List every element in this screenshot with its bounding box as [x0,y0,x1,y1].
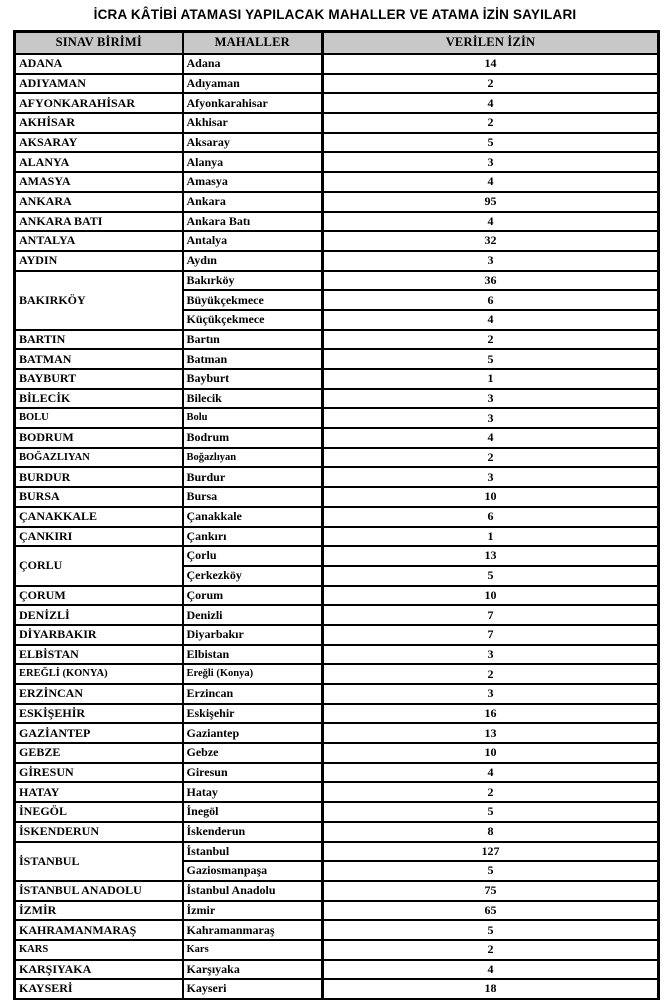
exam-unit-cell: BİLECİK [15,389,183,409]
table-row [15,192,659,212]
place-cell: Antalya [183,231,323,251]
exam-unit-cell: BAYBURT [15,369,183,389]
assignment-permits-table [13,30,660,1000]
permit-count-cell: 13 [323,723,659,743]
exam-unit-cell: KARS [15,940,183,960]
table-row [15,487,659,507]
place-cell: Karşıyaka [183,960,323,980]
exam-unit-cell: ADIYAMAN [15,74,183,94]
table-row [15,605,659,625]
table-row [15,527,659,547]
table-header-row [15,32,659,55]
place-cell: Büyükçekmece [183,290,323,310]
exam-unit-cell: BOLU [15,408,183,428]
permit-count-cell: 3 [323,408,659,428]
exam-unit-cell: KAYSERİ [15,979,183,999]
permit-count-cell: 3 [323,467,659,487]
permit-count-cell: 7 [323,605,659,625]
exam-unit-cell: ANKARA BATI [15,212,183,232]
table-row [15,664,659,684]
place-cell: Afyonkarahisar [183,93,323,113]
exam-unit-cell: İNEGÖL [15,802,183,822]
table-row [15,74,659,94]
place-cell: Çorum [183,586,323,606]
place-cell: Kars [183,940,323,960]
permit-count-cell: 10 [323,586,659,606]
exam-unit-cell: ÇORLU [15,546,183,585]
permit-count-cell: 18 [323,979,659,999]
permit-count-cell: 2 [323,782,659,802]
table-row [15,940,659,960]
table-row [15,723,659,743]
table-row [15,979,659,999]
exam-unit-cell: ELBİSTAN [15,645,183,665]
permit-count-cell: 3 [323,251,659,271]
table-row [15,231,659,251]
permit-count-cell: 65 [323,901,659,921]
exam-unit-cell: DİYARBAKIR [15,625,183,645]
table-row [15,763,659,783]
table-row [15,349,659,369]
permit-count-cell: 5 [323,802,659,822]
place-cell: Küçükçekmece [183,310,323,330]
permit-count-cell: 36 [323,271,659,291]
place-cell: Bolu [183,408,323,428]
table-row [15,743,659,763]
table-row [15,152,659,172]
permit-count-cell: 4 [323,960,659,980]
exam-unit-cell: BATMAN [15,349,183,369]
exam-unit-cell: AYDIN [15,251,183,271]
exam-unit-cell: AFYONKARAHİSAR [15,93,183,113]
table-row [15,408,659,428]
table-row [15,251,659,271]
exam-unit-cell: BARTIN [15,330,183,350]
permit-count-cell: 2 [323,330,659,350]
place-cell: Bayburt [183,369,323,389]
exam-unit-cell: HATAY [15,782,183,802]
table-row [15,507,659,527]
table-row [15,113,659,133]
permit-count-cell: 5 [323,349,659,369]
page-title: İCRA KÂTİBİ ATAMASI YAPILACAK MAHALLER VE ATAMA İZİN SAYILARI [93,7,577,22]
table-row [15,586,659,606]
place-cell: Bakırköy [183,271,323,291]
permit-count-cell: 7 [323,625,659,645]
exam-unit-cell: GAZİANTEP [15,723,183,743]
exam-unit-cell: İZMİR [15,901,183,921]
exam-unit-cell: AKHİSAR [15,113,183,133]
table-row [15,960,659,980]
exam-unit-cell: ÇANAKKALE [15,507,183,527]
place-cell: Diyarbakır [183,625,323,645]
table-row [15,684,659,704]
place-cell: Bursa [183,487,323,507]
place-cell: Gebze [183,743,323,763]
place-cell: Akhisar [183,113,323,133]
place-cell: Giresun [183,763,323,783]
place-cell: Boğazlıyan [183,448,323,468]
permit-count-cell: 3 [323,645,659,665]
place-cell: İstanbul Anadolu [183,881,323,901]
place-cell: Bodrum [183,428,323,448]
place-cell: Ankara Batı [183,212,323,232]
place-cell: Aksaray [183,133,323,153]
permit-count-cell: 5 [323,920,659,940]
table-row [15,448,659,468]
permit-count-cell: 1 [323,369,659,389]
exam-unit-cell: AKSARAY [15,133,183,153]
place-cell: Çerkezköy [183,566,323,586]
exam-unit-cell: EREĞLİ (KONYA) [15,664,183,684]
permit-count-cell: 6 [323,507,659,527]
permit-count-cell: 2 [323,664,659,684]
exam-unit-cell: İSKENDERUN [15,822,183,842]
exam-unit-cell: ÇORUM [15,586,183,606]
permit-count-cell: 2 [323,940,659,960]
permit-count-cell: 3 [323,389,659,409]
table-row [15,802,659,822]
permit-count-cell: 1 [323,527,659,547]
place-cell: Bartın [183,330,323,350]
table-row [15,546,659,566]
place-cell: Çankırı [183,527,323,547]
place-cell: Çorlu [183,546,323,566]
table-row [15,901,659,921]
table-row [15,212,659,232]
exam-unit-cell: ESKİŞEHİR [15,704,183,724]
place-cell: Alanya [183,152,323,172]
exam-unit-cell: İSTANBUL [15,842,183,881]
permit-count-cell: 2 [323,113,659,133]
place-cell: Kahramanmaraş [183,920,323,940]
place-cell: Gaziosmanpaşa [183,861,323,881]
place-cell: Denizli [183,605,323,625]
exam-unit-cell: BAKIRKÖY [15,271,183,330]
permit-count-cell: 3 [323,152,659,172]
table-header [15,32,659,55]
exam-unit-cell: ÇANKIRI [15,527,183,547]
permit-count-cell: 2 [323,74,659,94]
exam-unit-cell: KAHRAMANMARAŞ [15,920,183,940]
permit-count-cell: 5 [323,133,659,153]
table-row [15,920,659,940]
place-cell: Hatay [183,782,323,802]
place-cell: Bilecik [183,389,323,409]
exam-unit-cell: BURDUR [15,467,183,487]
permit-count-cell: 4 [323,172,659,192]
permit-count-cell: 32 [323,231,659,251]
permit-count-cell: 4 [323,93,659,113]
permit-count-cell: 4 [323,212,659,232]
column-header: VERİLEN İZİN [323,32,659,55]
place-cell: Çanakkale [183,507,323,527]
table-row [15,330,659,350]
table-row [15,467,659,487]
place-cell: Amasya [183,172,323,192]
table-row [15,881,659,901]
table-row [15,93,659,113]
permit-count-cell: 8 [323,822,659,842]
permit-count-cell: 5 [323,861,659,881]
permit-count-cell: 127 [323,842,659,862]
table-body [15,54,659,999]
exam-unit-cell: BOĞAZLIYAN [15,448,183,468]
exam-unit-cell: ADANA [15,54,183,74]
permit-count-cell: 10 [323,743,659,763]
table-row [15,822,659,842]
place-cell: Elbistan [183,645,323,665]
place-cell: Batman [183,349,323,369]
place-cell: İnegöl [183,802,323,822]
column-header: SINAV BİRİMİ [15,32,183,55]
exam-unit-cell: DENİZLİ [15,605,183,625]
table-row [15,389,659,409]
permit-count-cell: 95 [323,192,659,212]
permit-count-cell: 3 [323,684,659,704]
permit-count-cell: 2 [323,448,659,468]
exam-unit-cell: GİRESUN [15,763,183,783]
table-row [15,782,659,802]
table-row [15,133,659,153]
exam-unit-cell: ANTALYA [15,231,183,251]
exam-unit-cell: AMASYA [15,172,183,192]
place-cell: Adıyaman [183,74,323,94]
table-row [15,369,659,389]
permit-count-cell: 6 [323,290,659,310]
place-cell: Burdur [183,467,323,487]
permit-count-cell: 14 [323,54,659,74]
permit-count-cell: 4 [323,763,659,783]
exam-unit-cell: KARŞIYAKA [15,960,183,980]
exam-unit-cell: ERZİNCAN [15,684,183,704]
table-row [15,428,659,448]
place-cell: İstanbul [183,842,323,862]
table-row [15,54,659,74]
exam-unit-cell: BODRUM [15,428,183,448]
exam-unit-cell: BURSA [15,487,183,507]
place-cell: İskenderun [183,822,323,842]
permit-count-cell: 4 [323,428,659,448]
place-cell: Gaziantep [183,723,323,743]
place-cell: Aydın [183,251,323,271]
place-cell: İzmir [183,901,323,921]
table-row [15,704,659,724]
table-row [15,842,659,862]
permit-count-cell: 75 [323,881,659,901]
table-row [15,172,659,192]
place-cell: Adana [183,54,323,74]
exam-unit-cell: GEBZE [15,743,183,763]
place-cell: Ankara [183,192,323,212]
permit-count-cell: 16 [323,704,659,724]
permit-count-cell: 5 [323,566,659,586]
table-row [15,625,659,645]
column-header: MAHALLER [183,32,323,55]
permit-count-cell: 4 [323,310,659,330]
permit-count-cell: 13 [323,546,659,566]
table-row [15,645,659,665]
exam-unit-cell: İSTANBUL ANADOLU [15,881,183,901]
place-cell: Kayseri [183,979,323,999]
place-cell: Ereğli (Konya) [183,664,323,684]
place-cell: Eskişehir [183,704,323,724]
permit-count-cell: 10 [323,487,659,507]
exam-unit-cell: ALANYA [15,152,183,172]
place-cell: Erzincan [183,684,323,704]
table-row [15,271,659,291]
exam-unit-cell: ANKARA [15,192,183,212]
